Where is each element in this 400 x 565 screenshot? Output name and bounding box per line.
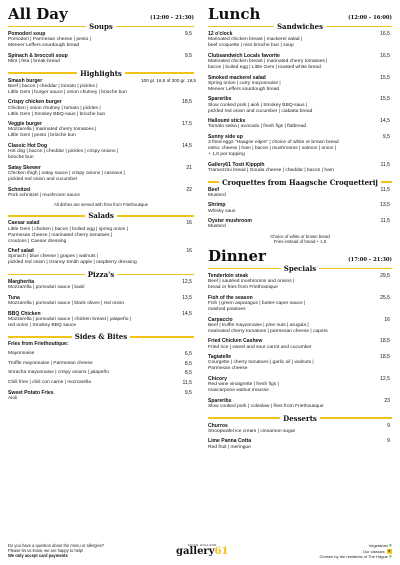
dish-description: Whisky saus: [208, 208, 236, 214]
footer-payment: We only accept card payments: [8, 553, 68, 558]
dish-price: 16: [186, 220, 192, 227]
dinner-hours: (17:00 – 21:30): [348, 256, 392, 263]
dish-description: Marinated chicken breast | marinated cherry tomatoes |: [208, 59, 328, 64]
dish-price: 15,5: [380, 96, 390, 103]
dish-price: 15,5: [380, 74, 390, 81]
dish-description: Mozzarella | pomodori sauce | black olives | red onion: [8, 300, 125, 306]
dish-price: 12,5: [380, 375, 390, 382]
menu-item: [8, 165, 194, 183]
menu-item: [208, 75, 392, 93]
dish-name: Spareribs: [208, 397, 232, 404]
divider-line: [320, 417, 392, 419]
logo-word: gallery: [176, 546, 215, 557]
menu-item: [8, 361, 194, 367]
dish-description: Truffle mayonnaise | Parmesan cheese: [8, 360, 93, 366]
section-title: Croquettes from Haagsche Croquetterij: [222, 177, 378, 187]
menu-item: [8, 31, 194, 49]
all-day-header: [8, 6, 194, 22]
dish-price: 29,5: [380, 272, 390, 279]
footer-info: [8, 543, 104, 558]
footer: [8, 543, 392, 559]
dish-price: 9,5: [184, 52, 192, 59]
dish-description: Spinach | blue cheese | grapes | walnuts |: [8, 254, 99, 260]
section-header-sides-bites: [8, 332, 194, 341]
dish-name: 12 o'clock: [208, 31, 233, 37]
dish-name: Carpaccio: [208, 316, 233, 323]
dish-price: 9: [387, 422, 390, 429]
footer-question: Do you have a question about the menu or allergies?: [8, 543, 105, 548]
divider-line: [116, 26, 194, 28]
note-line: All dishes are served with fries from Friethoutique: [53, 202, 149, 208]
dish-description: Pork schnitzel | mushroom sauce: [8, 192, 80, 198]
menu-item: [8, 295, 194, 307]
dish-description: Little Gem | Smokey BBQ-saus | brioche bun: [8, 111, 106, 117]
dinner-title: Dinner: [208, 246, 266, 265]
dish-price: 100 gr. 16,5 of 200 gr. 19,5: [141, 77, 196, 83]
note-line: Fries instead of bread + 1,5: [273, 238, 327, 244]
divider-line: [125, 72, 194, 74]
dish-name: Sweet Potato Fries: [8, 389, 54, 396]
dish-price: 23: [384, 397, 390, 404]
section-header-soups: [8, 22, 194, 31]
dish-price: 11,5: [380, 186, 390, 193]
dish-description: Hot dog | bacon | cheddar | pickles | crispy onions |: [8, 149, 119, 155]
dish-name: Smash burger: [8, 77, 43, 84]
dish-name: Caesar salad: [8, 220, 40, 227]
section-header-desserts: [208, 414, 392, 423]
dish-description: extra: cheese | ham | bacon | mushrooms | salmon | onion |: [208, 146, 337, 152]
menu-item: [8, 370, 194, 376]
divider-line: [208, 26, 274, 28]
dinner-header: [208, 248, 392, 264]
dish-price: 9,5: [184, 389, 192, 396]
section-title: Highlights: [80, 68, 122, 78]
menu-item: [208, 134, 392, 158]
divider-line: [381, 181, 392, 183]
dish-description: Mozzarella | pomodori sauce | chicken breast | jalapeño |: [8, 316, 132, 322]
section-header-specials: [208, 264, 392, 273]
dish-description: Little Gem | burger sauce | onion chutney | brioche bun: [8, 89, 127, 95]
legend-classics: Our classics ★: [362, 549, 391, 554]
dish-name: Lime Panna Cotta: [208, 438, 252, 445]
dish-name: Churros: [208, 422, 228, 429]
dish-name: Sunny side up: [208, 133, 243, 140]
logo-number: 61: [214, 546, 229, 557]
menu-item: [208, 317, 392, 335]
dish-description: Tramezzini bread | Gouda cheese | cheddar | bacon | ham: [208, 167, 334, 173]
divider-line: [8, 26, 86, 28]
dish-name: Schnitzel: [8, 186, 31, 193]
dish-name: BBQ Chicken: [8, 310, 41, 317]
section-title: Salads: [88, 211, 114, 221]
dish-description: Slow cooked pork | aioli | Smokey BBQ-saus |: [208, 102, 308, 108]
all-day-title: All Day: [8, 5, 68, 23]
menu-item: [8, 121, 194, 139]
lunch-hours: (12:00 – 16:00): [348, 15, 392, 21]
section-note: [8, 202, 194, 207]
dish-description: Musterd: [208, 224, 226, 230]
section-note: [208, 234, 392, 244]
dish-name: Spareribs: [208, 96, 232, 103]
dish-description: Slow cooked pork | coleslaw | fries from Friethoutique: [208, 403, 324, 409]
dish-description: brioche bun: [8, 155, 34, 161]
dish-description: Chili fries | chili con carne | mozzarella: [8, 379, 91, 385]
divider-line: [8, 72, 77, 74]
dish-description: beef croquette | mini brioche bun | soup: [208, 43, 294, 49]
dish-name: Veggie burger: [8, 121, 42, 128]
dish-description: Beef | bacon | cheddar | tomato | pickles |: [8, 83, 98, 89]
dish-price: 14,5: [380, 118, 390, 125]
menu-item: [208, 187, 392, 199]
dish-name: Margherita: [8, 278, 35, 285]
divider-line: [117, 274, 194, 276]
logo-wordmark: [176, 547, 228, 557]
menu-item: [208, 338, 392, 350]
dish-price: 21: [186, 164, 192, 171]
dish-description: Meneer Leffers sourdough bread: [8, 43, 80, 49]
dish-price: 11,5: [182, 379, 192, 386]
dish-name: Fries from Friethoutique:: [8, 341, 69, 348]
lunch-sections: [208, 22, 392, 244]
dish-name: Smoked mackerel salad: [208, 74, 266, 81]
dish-description: Beef | sautéed mushrooms and onions |: [208, 279, 295, 285]
divider-line: [117, 215, 194, 217]
section-title: Sandwiches: [277, 22, 324, 31]
menu-item: [8, 220, 194, 244]
dish-description: croutons | Caesar dressing: [8, 238, 67, 244]
section-header-highlights: [8, 69, 194, 78]
divider-line: [130, 336, 194, 338]
dish-name: Shrimp: [208, 202, 226, 209]
dish-description: bread or fries from Friethoutique: [208, 285, 278, 291]
legend-vegetarian: Vegetarian ♥: [368, 543, 392, 549]
dish-description: Courgette | cherry tomatoes | garlic oil | walnuts |: [208, 360, 314, 366]
dish-description: Sriracha mayonnaise | crispy onions | jalapeño: [8, 370, 109, 376]
section-title: Sides & Bites: [74, 332, 128, 342]
dish-price: 9,5: [184, 31, 192, 37]
dish-name: Classic Hot Dog: [8, 142, 48, 149]
dish-description: Mozzarella | pomodori sauce | basil: [8, 285, 85, 291]
section-header-pizza-s: [8, 270, 194, 279]
dish-description: Fried rice | sweet and sour carrot and cucumber: [208, 344, 312, 350]
dish-name: Gallery61 Tosti Kipppih: [208, 161, 265, 168]
dish-description: Pomodori | Parmesan cheese | pesto |: [8, 37, 91, 43]
dish-name: Tuna: [8, 294, 20, 301]
menu-item: [208, 53, 392, 71]
dish-price: 25,5: [380, 294, 390, 301]
all-day-hours: (12:00 – 21:30): [150, 15, 194, 21]
dish-description: Red fruit | meringue: [208, 444, 251, 450]
all-day-sections: [8, 22, 194, 402]
dish-description: Spring onion | curry mayonnaise |: [208, 80, 281, 86]
dish-description: Marinated chicken breast | mackerel salad |: [208, 37, 303, 43]
menu-item: [8, 187, 194, 199]
dish-price: 9: [387, 438, 390, 445]
menu-item: [8, 248, 194, 266]
menu-item: [208, 295, 392, 313]
dish-description: Chicken thigh | satay sauce | crispy onions | cassava |: [8, 170, 125, 176]
menu-item: [208, 218, 392, 230]
classic-badge-icon: ★: [387, 549, 391, 554]
divider-line: [208, 417, 280, 419]
dish-description: + 1,0 per topping: [208, 152, 245, 158]
dish-description: red onion | Smokey BBQ sauce: [8, 322, 77, 328]
legend-hague: Chosen by the residents of The Hague ♥: [319, 554, 392, 561]
dish-description: marinated cherry tomatoes | parmesan cheese | capers: [208, 328, 328, 334]
dish-name: Spinach & broccoli soup: [8, 52, 68, 59]
dish-price: 16: [186, 248, 192, 255]
dish-price: 16,5: [380, 52, 390, 59]
dish-description: Chicken | onion chutney | tomato | pickles |: [8, 105, 101, 111]
footer-help: Please let us know, we are happy to help!: [8, 548, 84, 553]
menu-item: [8, 341, 194, 347]
menu-item: [8, 99, 194, 117]
dish-price: 18,5: [380, 354, 390, 361]
lunch-header: [208, 6, 392, 22]
dish-name: Beef: [208, 186, 220, 193]
menu-item: [8, 53, 194, 65]
menu-item: [8, 311, 194, 329]
dish-description: Mayonnaise: [8, 351, 35, 357]
menu-item: [208, 31, 392, 49]
dish-description: Mint | feta | break-bread: [8, 59, 60, 64]
menu-item: [208, 398, 392, 410]
menu-item: [8, 390, 194, 402]
section-header-sandwiches: [208, 22, 392, 31]
divider-line: [8, 274, 85, 276]
dish-name: Oyster mushroom: [208, 218, 252, 225]
hague-heart-icon: ♥: [389, 554, 392, 561]
divider-line: [8, 336, 72, 338]
menu-item: [8, 380, 194, 386]
menu-item: [208, 118, 392, 130]
dish-description: pickled red onion | Granny Smith apple | raspberry dressing: [8, 260, 137, 266]
dish-description: 3 fried eggs "Haagse eitjes" | choice of white or brown bread: [208, 140, 339, 146]
dish-price: 13,5: [380, 202, 390, 209]
dish-name: Tagiatelle: [208, 354, 232, 361]
menu-item: [208, 423, 392, 435]
dish-description: Tomato salsa | avocado | fresh figs | flatbread: [208, 124, 307, 130]
dish-price: 14,5: [182, 310, 192, 317]
dish-name: Chicory: [208, 375, 227, 382]
dish-description: Little Gem | pesto | brioche bun: [8, 133, 76, 139]
dish-price: 13,5: [182, 294, 192, 301]
lunch-title: Lunch: [208, 5, 261, 23]
dish-price: 14,5: [182, 142, 192, 149]
dish-price: 17,5: [182, 121, 192, 128]
dish-price: 8,5: [184, 370, 192, 377]
section-header-croquettes-from-haagsche-croquetterij: [208, 178, 392, 187]
dish-description: pickled red onion and cucumber | ciabatta bread: [208, 108, 313, 114]
dish-name: Pomodori soup: [8, 31, 46, 37]
menu-item: [208, 376, 392, 394]
dinner-sections: [208, 264, 392, 451]
dish-name: Tenderloin steak: [208, 272, 249, 279]
divider-line: [326, 26, 392, 28]
dish-name: Fish of the season: [208, 294, 253, 301]
menu-item: [8, 78, 194, 96]
footer-legend: [319, 543, 392, 560]
dish-description: Aioli: [8, 395, 18, 401]
dish-description: Fish | green asparagus | butter-caper sauce |: [208, 300, 306, 306]
dish-description: Beef | truffle mayonnaise | pine nuts | arugula |: [208, 322, 309, 328]
menu-item: [208, 273, 392, 291]
dish-description: bacon | boiled egg | Little Gem | toasted white bread: [208, 65, 321, 70]
dish-price: 8,5: [184, 360, 192, 367]
dish-name: Crispy chicken burger: [8, 99, 62, 106]
divider-line: [319, 268, 392, 270]
dish-description: Parmesan cheese: [208, 366, 248, 372]
dish-price: 18,5: [182, 99, 192, 106]
dish-description: Stroopwafel ice cream | cinnamon sugar: [208, 428, 296, 434]
dish-price: 11,5: [380, 161, 390, 168]
dish-description: Musterd: [208, 192, 226, 198]
lunch-dinner-column: [208, 6, 392, 454]
dish-price: 6,5: [184, 351, 192, 358]
section-title: Soups: [89, 22, 113, 31]
dish-description: Red wine vinaigrette | fresh figs |: [208, 382, 279, 388]
dish-description: Little Gem | chicken | bacon | boiled egg | spring onion |: [8, 226, 128, 232]
dish-description: mascarpone walnut mousse: [208, 388, 269, 394]
dish-description: pickled red onion and cucumber: [8, 176, 78, 182]
dish-name: Satay Skewer: [8, 164, 41, 171]
dish-price: 16,5: [380, 31, 390, 37]
menu-item: [8, 351, 194, 357]
menu-item: [208, 202, 392, 214]
dish-description: Parmesan cheese | marinated cherry tomatoes |: [8, 232, 113, 238]
dish-price: 16: [384, 316, 390, 323]
divider-line: [208, 181, 219, 183]
dish-description: Meneer Leffers sourdough bread: [208, 86, 280, 92]
divider-line: [208, 268, 281, 270]
dish-name: Clubsandwich Locals favorite: [208, 52, 280, 59]
dish-price: 11,5: [380, 218, 390, 225]
vegetarian-heart-icon: ♥: [389, 543, 392, 549]
gallery61-logo: [176, 543, 228, 557]
section-header-salads: [8, 211, 194, 220]
dish-name: Fried Chicken Cashew: [208, 338, 263, 345]
section-title: Specials: [283, 263, 317, 273]
menu-item: [8, 143, 194, 161]
section-title: Pizza's: [87, 269, 115, 279]
dish-price: 18,5: [380, 338, 390, 345]
note-line: Choice of white or brown bread: [270, 233, 330, 239]
dish-price: 22: [186, 186, 192, 193]
dish-name: Halloumi sticks: [208, 118, 246, 125]
section-title: Desserts: [283, 413, 317, 423]
logo-tagline: SINCE HOLLAND: [187, 543, 217, 547]
dish-description: mashed potatoes: [208, 306, 246, 312]
menu-item: [208, 96, 392, 114]
divider-line: [8, 215, 85, 217]
dish-price: 12,5: [182, 278, 192, 285]
menu-item: [208, 438, 392, 450]
dish-price: 9,5: [382, 133, 390, 140]
dish-name: Chef salad: [8, 248, 34, 255]
menu-item: [208, 162, 392, 174]
menu-item: [208, 354, 392, 372]
all-day-column: [8, 6, 194, 405]
dish-description: Mozzarella | marinated cherry tomatoes |: [8, 127, 97, 133]
menu-item: [8, 279, 194, 291]
